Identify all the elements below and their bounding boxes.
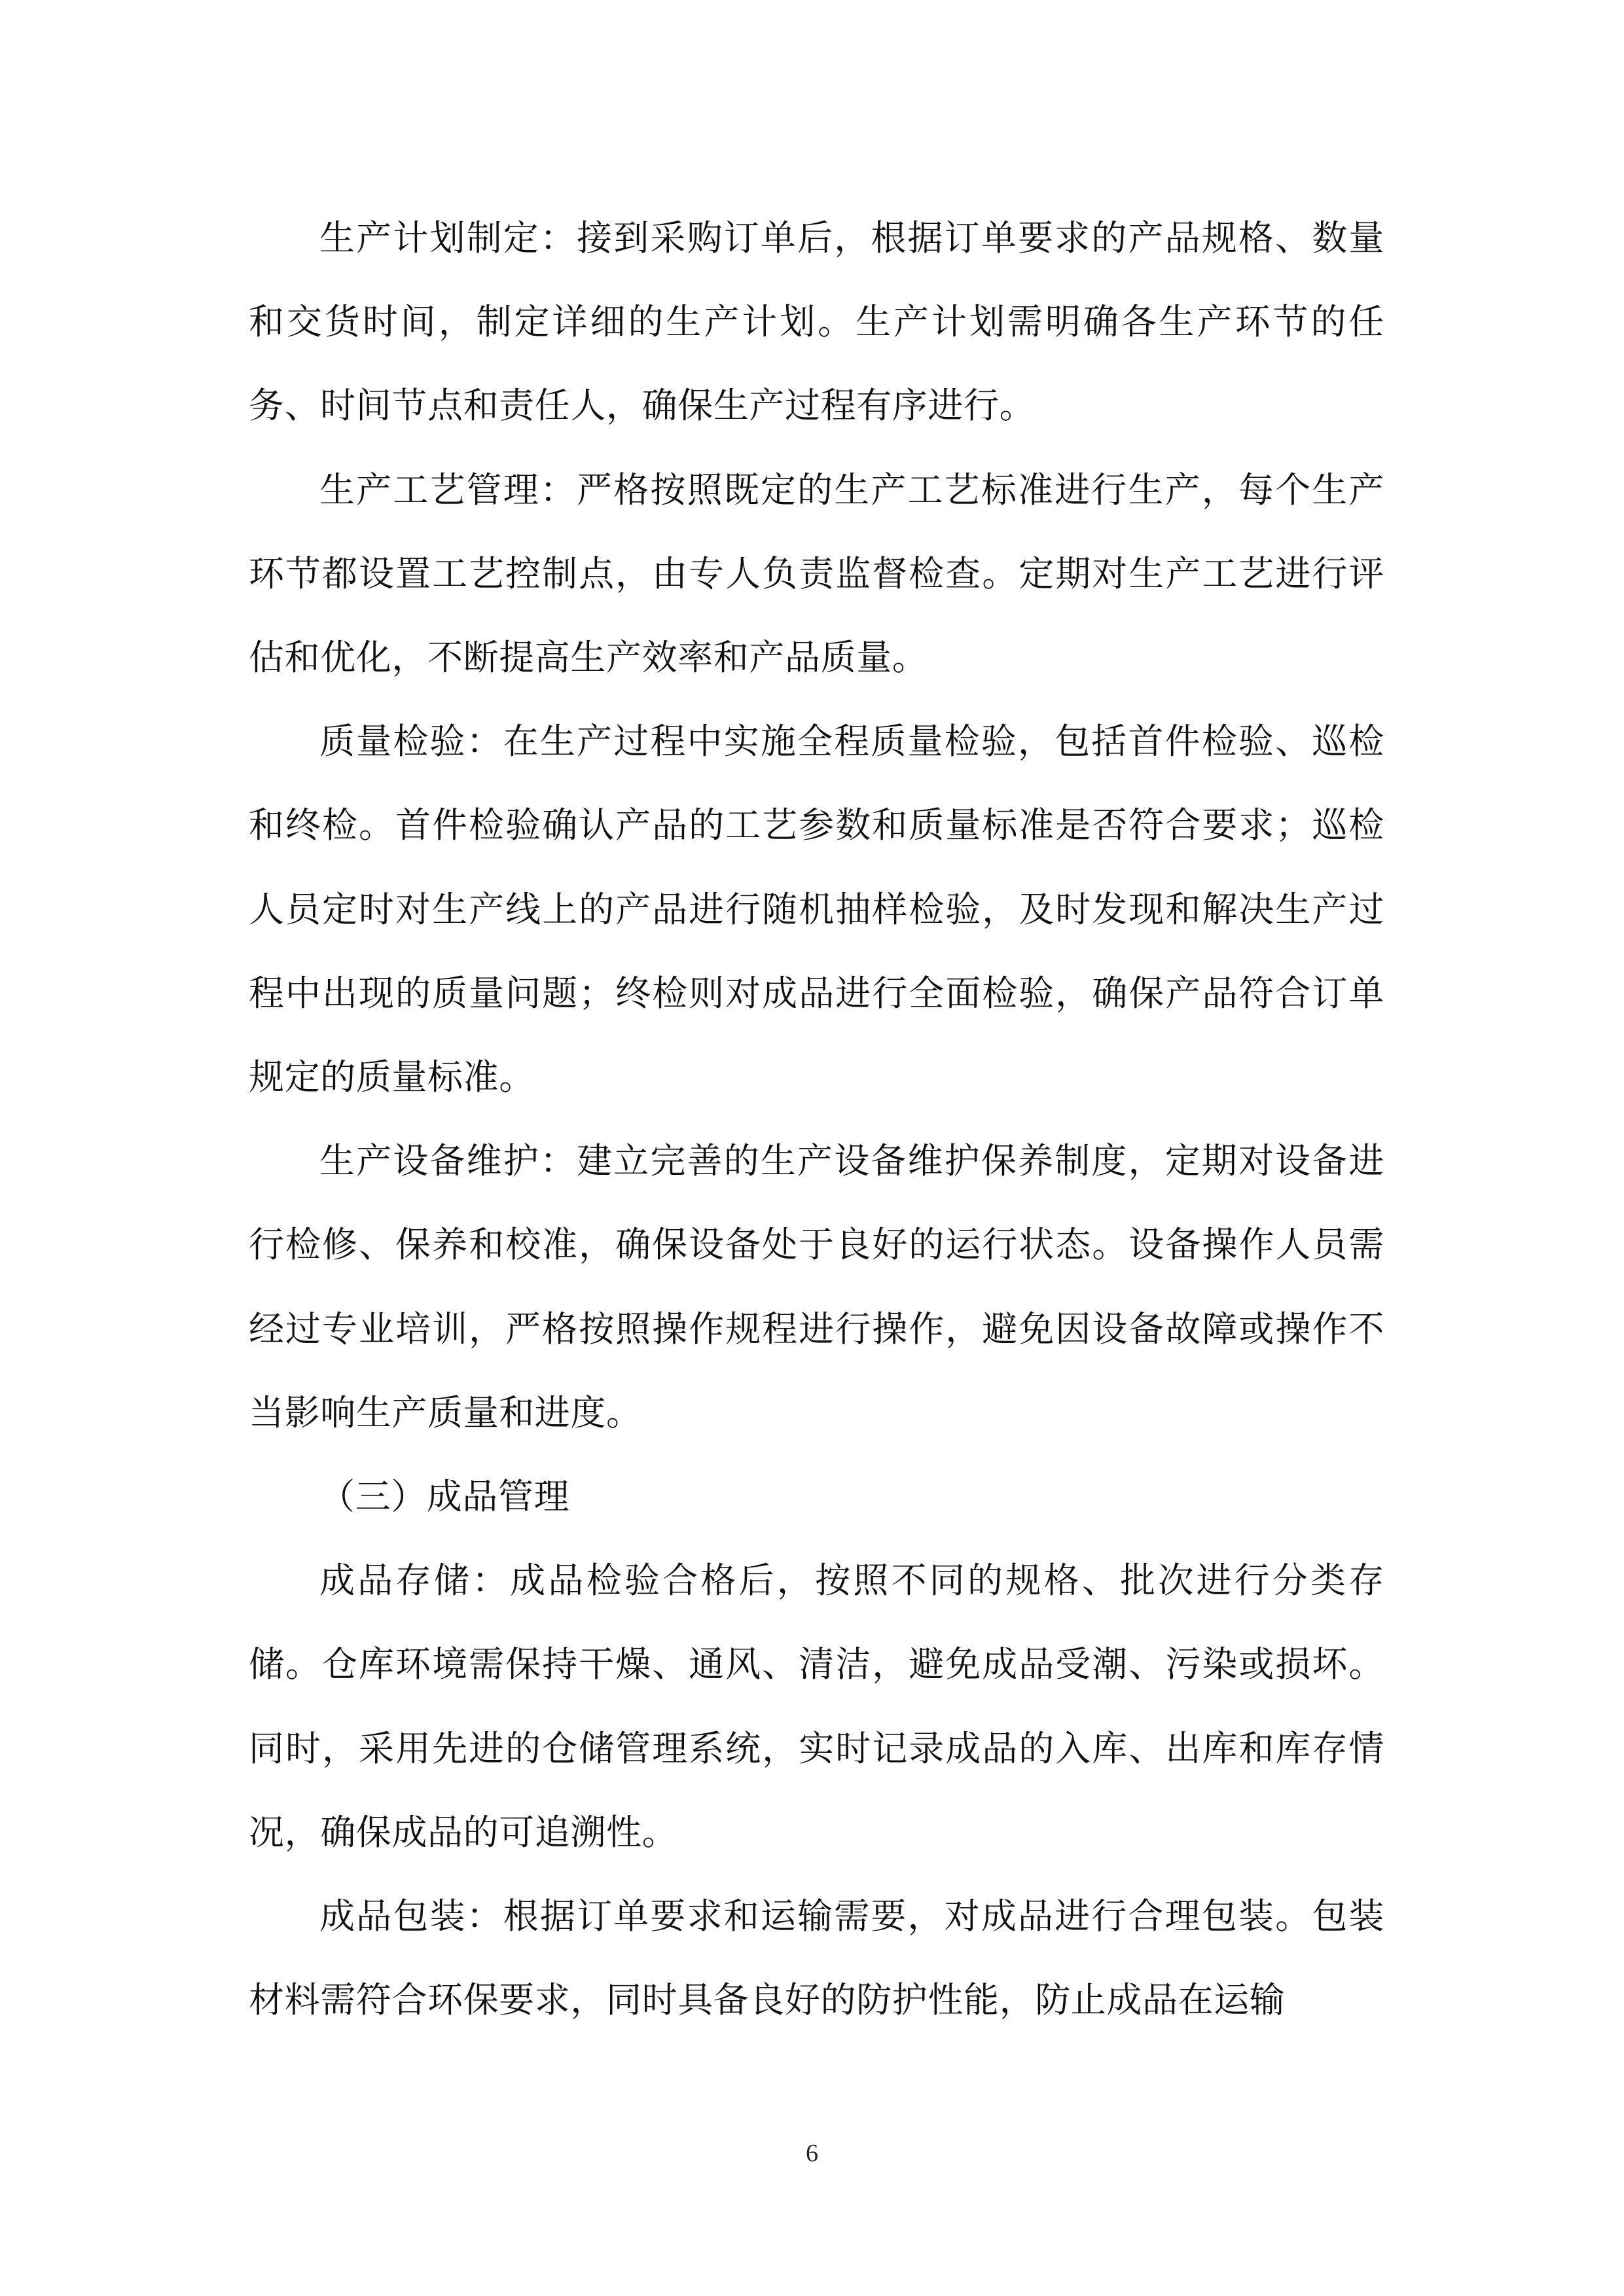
- paragraph-quality-inspection: 质量检验：在生产过程中实施全程质量检验，包括首件检验、巡检和终检。首件检验确认产品的工艺参数和质量标准是否符合要求；巡检人员定时对生产线上的产品进行随机抽样检验，及时发现和解决生产过程中出现的质量问题；终检则对成品进行全面检验，确保产品符合订单规定的质量标准。: [249, 721, 1384, 1098]
- paragraph-finished-storage: 成品存储：成品检验合格后，按照不同的规格、批次进行分类存储。仓库环境需保持干燥、通风、清洁，避免成品受潮、污染或损坏。同时，采用先进的仓储管理系统，实时记录成品的入库、出库和库存情况，确保成品的可追溯性。: [249, 1560, 1384, 1853]
- paragraph-equipment-maintenance: 生产设备维护：建立完善的生产设备维护保养制度，定期对设备进行检修、保养和校准，确保设备处于良好的运行状态。设备操作人员需经过专业培训，严格按照操作规程进行操作，避免因设备故障或操作不当影响生产质量和进度。: [249, 1140, 1384, 1433]
- paragraph-finished-packaging: 成品包装：根据订单要求和运输需要，对成品进行合理包装。包装材料需符合环保要求，同时具备良好的防护性能，防止成品在运输: [249, 1895, 1384, 2021]
- page-number: 6: [806, 2140, 818, 2167]
- section-heading-finished-goods: （三）成品管理: [319, 1476, 570, 1518]
- paragraph-process-management: 生产工艺管理：严格按照既定的生产工艺标准进行生产，每个生产环节都设置工艺控制点，由专人负责监督检查。定期对生产工艺进行评估和优化，不断提高生产效率和产品质量。: [249, 469, 1384, 679]
- paragraph-production-planning: 生产计划制定：接到采购订单后，根据订单要求的产品规格、数量和交货时间，制定详细的生产计划。生产计划需明确各生产环节的任务、时间节点和责任人，确保生产过程有序进行。: [249, 217, 1384, 427]
- body-text: [249, 196, 1384, 2042]
